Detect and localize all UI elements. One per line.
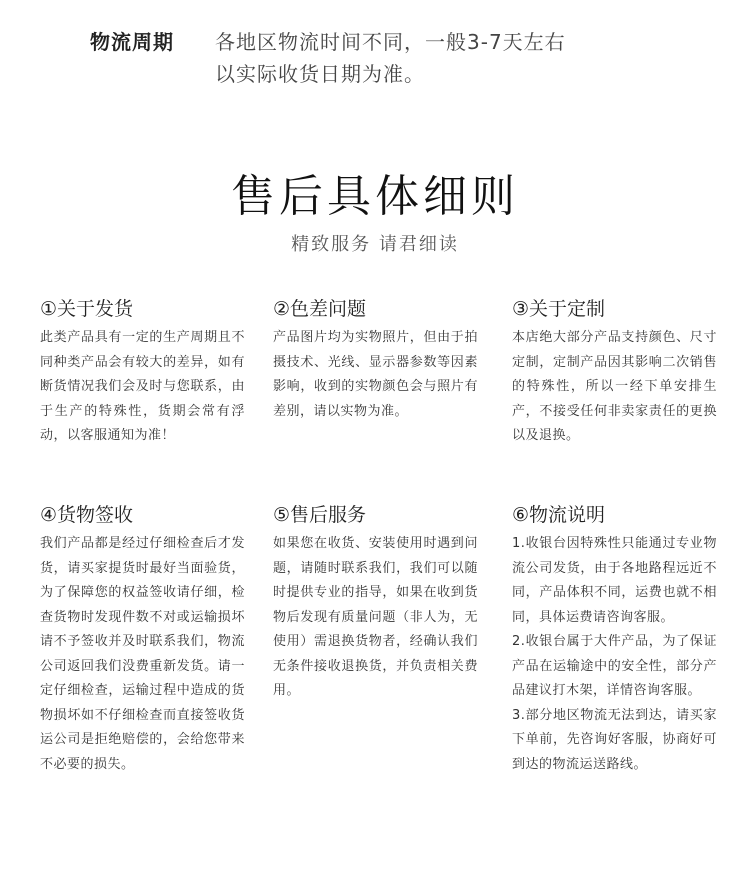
section-heading: ②色差问题 xyxy=(273,298,367,320)
section-body xyxy=(273,326,478,424)
section-paragraph: 2.收银台属于大件产品，为了保证产品在运输途中的安全性，部分产品建议打木架，详情咨询客服。 xyxy=(512,634,717,698)
section-body xyxy=(512,326,717,449)
section-heading: ④货物签收 xyxy=(40,504,134,526)
section-after-sales xyxy=(273,502,478,704)
section-paragraph: 1.收银台因特殊性只能通过专业物流公司发货，由于各地路程远近不同，产品体积不同，运费也就不相同，具体运费请咨询客服。 xyxy=(512,536,717,625)
section-paragraph: 本店绝大部分产品支持颜色、尺寸定制，定制产品因其影响二次销售的特殊性，所以一经下单安排生产，不接受任何非卖家责任的更换以及退换。 xyxy=(512,330,717,443)
section-paragraph: 产品图片均为实物照片，但由于拍摄技术、光线、显示器参数等因素影响，收到的实物颜色会与照片有差别，请以实物为准。 xyxy=(273,330,478,419)
section-paragraph: 此类产品具有一定的生产周期且不同种类产品会有较大的差异，如有断货情况我们会及时与您联系，由于生产的特殊性，货期会常有浮动，以客服通知为准！ xyxy=(40,330,245,443)
page-title: 售后具体细则 xyxy=(231,171,519,222)
section-heading: ③关于定制 xyxy=(512,298,606,320)
section-body xyxy=(40,532,245,777)
section-logistics-notes xyxy=(512,502,717,777)
logistics-label: 物流周期 xyxy=(90,30,174,54)
logistics-text xyxy=(215,26,566,90)
section-paragraph: 我们产品都是经过仔细检查后才发货，请买家提货时最好当面验货，为了保障您的权益签收请仔细，检查货物时发现件数不对或运输损坏请不予签收并及时联系我们，物流公司返回我们没费重新发货。请一定仔细检查，运输过程中造成的货物损坏如不仔细检查而直接签收货运公司是拒绝赔偿的，会给您带来不必要的损失。 xyxy=(40,536,245,772)
section-heading: ⑤售后服务 xyxy=(273,504,367,526)
logistics-line-1: 各地区物流时间不同，一般3-7天左右 xyxy=(215,30,566,54)
logistics-line-2: 以实际收货日期为准。 xyxy=(215,62,425,86)
section-color-difference xyxy=(273,296,478,424)
section-paragraph: 3.部分地区物流无法到达，请买家下单前，先咨询好客服，协商好可到达的物流运送路线。 xyxy=(512,707,717,772)
page-subtitle: 精致服务 请君细读 xyxy=(291,234,459,255)
section-heading: ⑥物流说明 xyxy=(512,504,606,526)
section-body xyxy=(273,532,478,704)
section-delivery-receipt xyxy=(40,502,245,777)
section-body xyxy=(512,532,717,777)
section-heading: ①关于发货 xyxy=(40,298,134,320)
section-paragraph: 如果您在收货、安装使用时遇到问题，请随时联系我们，我们可以随时提供专业的指导，如果在收到货物后发现有质量问题（非人为，无使用）需退换货物者，经确认我们无条件接收退换货，并负责相关费用。 xyxy=(273,536,478,698)
section-shipping xyxy=(40,296,245,449)
section-body xyxy=(40,326,245,449)
section-customization xyxy=(512,296,717,449)
